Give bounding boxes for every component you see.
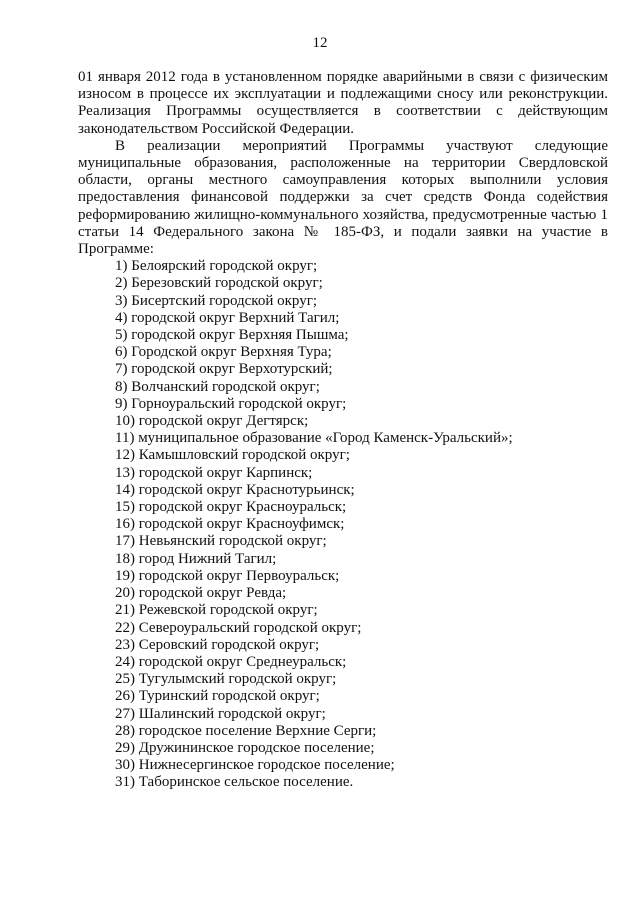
paragraph-continuation: 01 января 2012 года в установленном порядке аварийными в связи с физическим износом в процессе их эксплуатации и подлежащими сносу или реконструкции. Реализация Программы осуществляется в соответствии с действующим законодательством Российской Федерации. — [78, 69, 608, 137]
list-item: 27) Шалинский городской округ; — [115, 705, 326, 722]
list-item: 23) Серовский городской округ; — [115, 636, 320, 653]
list-item: 7) городской округ Верхотурский; — [115, 361, 333, 378]
list-item: 14) городской округ Краснотурьинск; — [115, 481, 355, 498]
list-item: 5) городской округ Верхняя Пышма; — [115, 327, 349, 344]
list-item: 2) Березовский городской округ; — [115, 275, 323, 292]
list-item: 4) городской округ Верхний Тагил; — [115, 309, 340, 326]
list-item: 18) город Нижний Тагил; — [115, 550, 277, 567]
list-item: 1) Белоярский городской округ; — [115, 258, 318, 275]
list-item: 20) городской округ Ревда; — [115, 585, 287, 602]
list-item: 22) Североуральский городской округ; — [115, 619, 362, 636]
list-item: 29) Дружининское городское поселение; — [115, 739, 375, 756]
list-item: 11) муниципальное образование «Город Каменск-Уральский»; — [115, 430, 513, 447]
list-item: 28) городское поселение Верхние Серги; — [115, 722, 377, 739]
list-item: 30) Нижнесергинское городское поселение; — [115, 757, 395, 774]
list-item: 31) Таборинское сельское поселение. — [115, 774, 354, 791]
list-item: 13) городской округ Карпинск; — [115, 464, 313, 481]
list-item: 6) Городской округ Верхняя Тура; — [115, 344, 332, 361]
list-item: 8) Волчанский городской округ; — [115, 378, 320, 395]
municipalities-list — [78, 258, 608, 791]
list-item: 17) Невьянский городской округ; — [115, 533, 327, 550]
paragraph-participants-intro: В реализации мероприятий Программы участвуют следующие муниципальные образования, расположенные на территории Свердловской области, органы местного самоуправления которых выполнили условия предоставления финансовой поддержки за счет средств Фонда содействия реформированию жилищно-коммунального хозяйства, предусмотренные частью 1 статьи 14 Федерального закона № 185-ФЗ, и подали заявки на участие в Программе: — [78, 137, 608, 258]
document-body — [78, 69, 608, 792]
list-item: 16) городской округ Красноуфимск; — [115, 516, 345, 533]
list-item: 24) городской округ Среднеуральск; — [115, 653, 347, 670]
list-item: 25) Тугулымский городской округ; — [115, 671, 337, 688]
list-item: 9) Горноуральский городской округ; — [115, 395, 347, 412]
list-item: 19) городской округ Первоуральск; — [115, 567, 340, 584]
list-item: 12) Камышловский городской округ; — [115, 447, 350, 464]
list-item: 15) городской округ Красноуральск; — [115, 499, 347, 516]
list-item: 3) Бисертский городской округ; — [115, 292, 318, 309]
list-item: 10) городской округ Дегтярск; — [115, 413, 309, 430]
page-number: 12 — [312, 35, 328, 51]
list-item: 21) Режевской городской округ; — [115, 602, 318, 619]
list-item: 26) Туринский городской округ; — [115, 688, 320, 705]
